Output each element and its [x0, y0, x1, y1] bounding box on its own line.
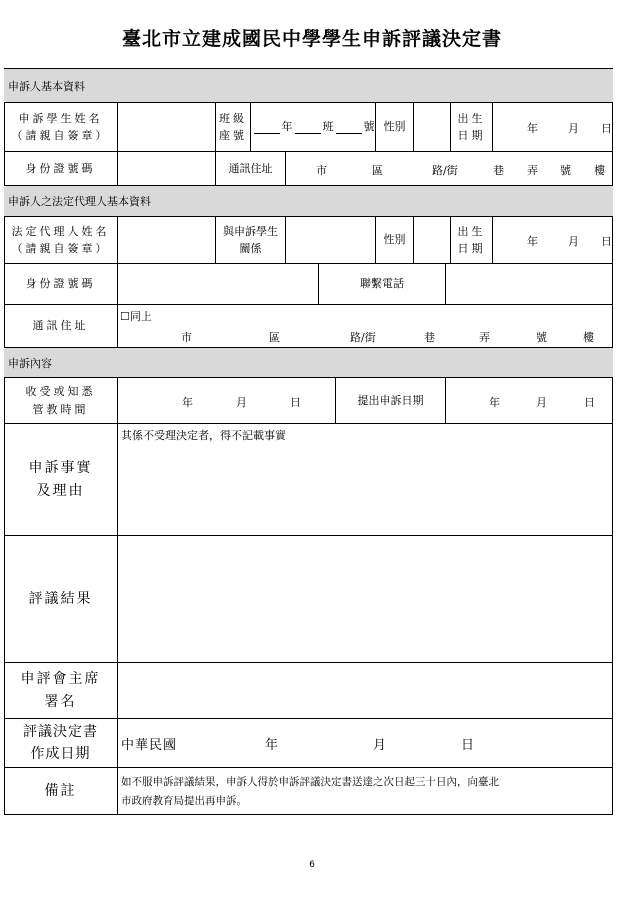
agent-relation-field[interactable] — [285, 217, 375, 263]
receive-time-field[interactable]: 年 月 日 — [117, 378, 335, 423]
applicant-gender-field[interactable] — [413, 103, 450, 151]
chair-row — [4, 662, 613, 718]
chair-signature-field[interactable] — [117, 663, 613, 718]
applicant-name-field[interactable] — [117, 103, 215, 151]
agent-name-field[interactable] — [117, 217, 215, 263]
receive-row — [4, 377, 613, 423]
section-content: 申訴內容 — [4, 347, 613, 377]
submit-date-label: 提出申訴日期 — [335, 378, 445, 423]
applicant-class-label: 班級 座號 — [215, 103, 250, 151]
agent-birth-field[interactable]: 年 月 日 — [492, 217, 613, 263]
applicant-gender-label: 性別 — [375, 103, 413, 151]
agent-id-field[interactable] — [117, 264, 318, 304]
facts-note: 其係不受理決定者，得不記載事實 — [121, 429, 286, 442]
remark-line-2: 市政府教育局提出再申訴。 — [121, 795, 247, 807]
applicant-class-field[interactable]: 年 班 號 — [250, 103, 375, 151]
result-field[interactable] — [117, 536, 613, 662]
same-as-above-checkbox[interactable]: ☐同上 — [120, 310, 152, 323]
remark-row — [4, 767, 613, 814]
agent-birth-label: 出生 日期 — [450, 217, 492, 263]
section-applicant: 申訴人基本資料 — [4, 68, 613, 102]
table-bottom-border — [4, 814, 613, 815]
agent-address-label: 通訊住址 — [32, 319, 89, 333]
receive-time-label: 收受或知悉 管教時間 — [25, 385, 96, 416]
applicant-name-row — [4, 102, 613, 151]
agent-name-label: 法定代理人姓名 （請親自簽章） — [11, 224, 110, 255]
result-label: 評議結果 — [28, 590, 93, 607]
applicant-id-row — [4, 151, 613, 185]
agent-gender-label: 性別 — [375, 217, 413, 263]
facts-row — [4, 423, 613, 535]
agent-address-field[interactable]: ☐同上 市 區 路/街 巷 弄 號 樓 — [117, 305, 613, 347]
applicant-address-field[interactable]: 市 區 路/街 巷 弄 號 樓 — [285, 152, 613, 185]
agent-phone-label: 聯繫電話 — [318, 264, 445, 304]
page-number: 6 — [309, 860, 315, 870]
decision-date-row — [4, 718, 613, 767]
agent-address-row — [4, 304, 613, 347]
agent-id-label: 身份證號碼 — [25, 277, 96, 291]
section-agent: 申訴人之法定代理人基本資料 — [4, 185, 613, 216]
applicant-address-label: 通訊住址 — [215, 152, 285, 185]
facts-label: 申訴事實 及理由 — [28, 460, 93, 499]
submit-date-field[interactable]: 年 月 日 — [445, 378, 613, 423]
remark-label: 備註 — [44, 782, 77, 799]
applicant-birth-field[interactable]: 年 月 日 — [492, 103, 613, 151]
result-row — [4, 535, 613, 662]
decision-date-field[interactable]: 中華民國 年 月 日 — [117, 719, 613, 767]
applicant-id-field[interactable] — [117, 152, 215, 185]
agent-id-row — [4, 263, 613, 304]
applicant-id-label: 身份證號碼 — [25, 161, 96, 175]
remark-field — [117, 768, 613, 814]
agent-relation-label: 與申訴學生 關係 — [215, 217, 285, 263]
agent-name-row — [4, 216, 613, 263]
remark-line-1: 如不服申訴評議結果，申訴人得於申訴評議決定書送達之次日起三十日內，向臺北 — [121, 776, 499, 788]
facts-field[interactable] — [117, 424, 613, 535]
applicant-birth-label: 出生 日期 — [450, 103, 492, 151]
decision-date-label: 評議決定書 作成日期 — [23, 723, 98, 762]
applicant-name-label: 申訴學生姓名 （請親自簽章） — [11, 111, 110, 142]
page-title: 臺北市立建成國民中學學生申訴評議決定書 — [121, 28, 502, 50]
chair-label: 申評會主席 署名 — [20, 671, 101, 710]
agent-gender-field[interactable] — [413, 217, 450, 263]
agent-phone-field[interactable] — [445, 264, 613, 304]
